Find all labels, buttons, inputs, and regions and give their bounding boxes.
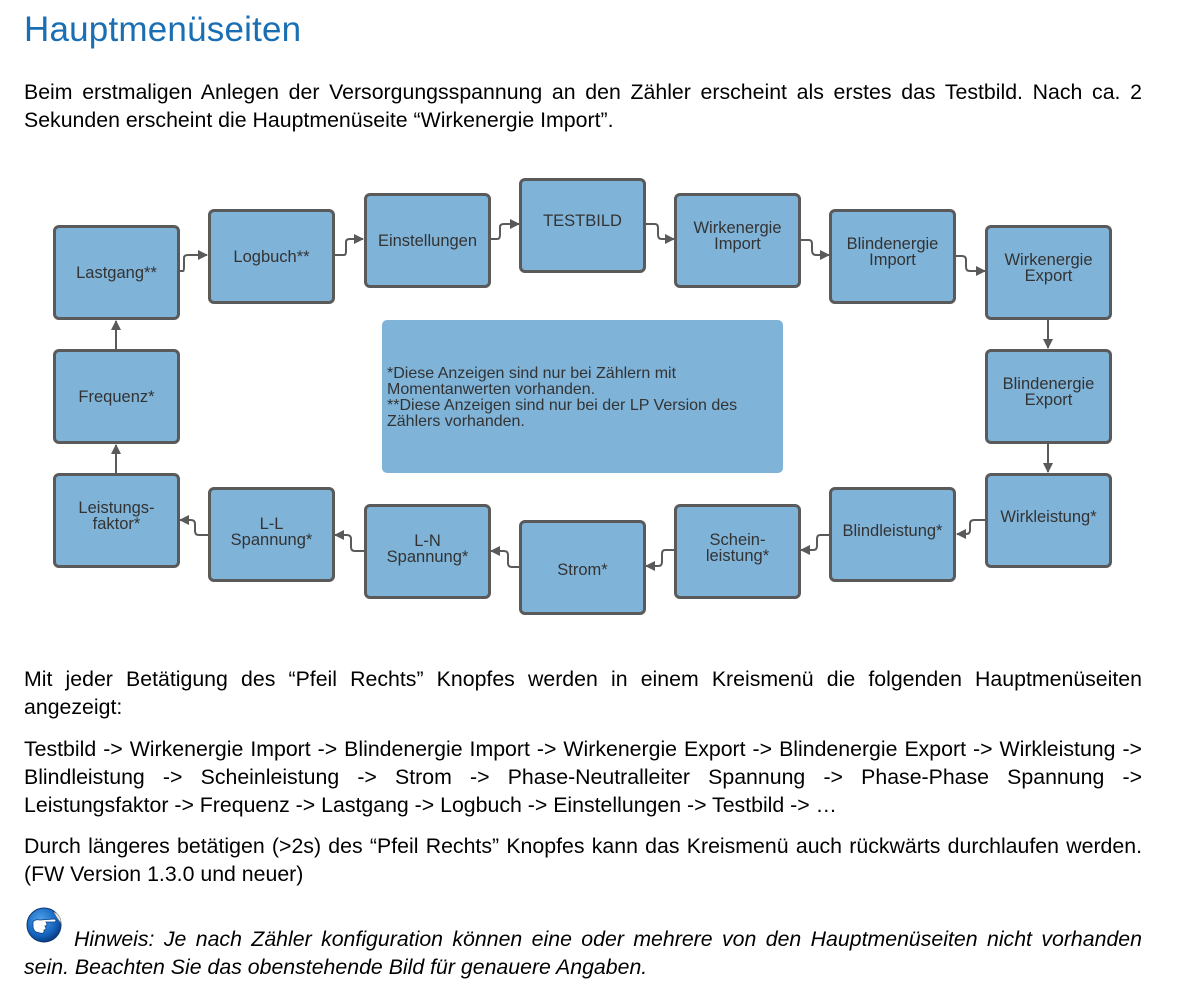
box-lastgang (53, 225, 180, 320)
diagram-footnote-box (382, 320, 783, 473)
box-label: Blindenergie Export (1002, 374, 1095, 409)
box-label: Leistungs- faktor* (78, 498, 155, 533)
box-wirkleistung (985, 473, 1112, 568)
box-label: Blindleistung* (842, 521, 943, 540)
box-ln-spannung (364, 504, 491, 599)
box-label: L-L Spannung* (230, 514, 313, 549)
box-blindenergie-import (829, 209, 956, 304)
arrow-ln-ll (335, 535, 364, 551)
box-label: Wirkenergie Export (1004, 250, 1093, 285)
box-einstellungen (364, 193, 491, 288)
arrow-ll-leistungsfaktor (180, 520, 208, 535)
box-label: Frequenz* (78, 387, 155, 406)
arrow-lastgang-logbuch (179, 255, 207, 271)
arrow-strom-ln (491, 551, 519, 567)
box-wirkenergie-import (674, 193, 801, 288)
box-label: Logbuch** (233, 247, 310, 266)
hint-paragraph: Hinweis: Je nach Zähler konfiguration können eine oder mehrere von den Hauptmenüseiten nicht vorhanden sein. Beachten Sie das obenstehende Bild für genauere Angaben. (24, 927, 1142, 979)
sequence-paragraph: Testbild -> Wirkenergie Import -> Blindenergie Import -> Wirkenergie Export -> Blindenergie Export -> Wirkleistung -> Blindleistung -> Scheinleistung -> Strom -> Phase-Neutralleiter Spannung -> Phase-Phase Spannung -> Leistungsfaktor -> Frequenz -> Lastgang -> Logbuch -> Einstellungen -> Testbild -> … (24, 737, 1142, 817)
arrow-blindimport-wirkexport (956, 256, 985, 271)
box-scheinleistung (674, 504, 801, 599)
box-label: Wirkleistung* (1000, 507, 1097, 526)
box-blindenergie-export (985, 349, 1112, 444)
arrow-scheinleistung-strom (646, 550, 675, 566)
box-label: Einstellungen (377, 231, 478, 250)
box-label: Wirkenergie Import (693, 218, 782, 253)
box-label: TESTBILD (543, 211, 622, 230)
page-title: Hauptmenüseiten (24, 10, 302, 49)
arrow-einstellungen-testbild (490, 224, 519, 239)
box-label: L-N Spannung* (386, 531, 469, 566)
box-strom (519, 520, 646, 615)
intro-paragraph: Beim erstmaligen Anlegen der Versorgungsspannung an den Zähler erscheint als erstes das Testbild. Nach ca. 2 Sekunden erscheint die Hauptmenüseite “Wirkenergie Import”. (24, 80, 1142, 132)
arrow-wirkleistung-blindleistung (957, 520, 986, 534)
box-blindleistung (829, 487, 956, 582)
menu-paragraph: Mit jeder Betätigung des “Pfeil Rechts” Knopfes werden in einem Kreismenü die folgenden Hauptmenüseiten angezeigt: (24, 667, 1142, 719)
box-logbuch (208, 209, 335, 304)
box-label: Blindenergie Import (846, 234, 939, 269)
arrow-blindleistung-scheinleistung (801, 535, 830, 550)
box-label: Lastgang** (76, 263, 157, 282)
box-label: Strom* (557, 560, 608, 579)
box-wirkenergie-export (985, 225, 1112, 320)
arrow-wirkimport-blindimport (800, 240, 829, 255)
reverse-paragraph: Durch längeres betätigen (>2s) des “Pfeil Rechts” Knopfes kann das Kreismenü auch rückwärts durchlaufen werden. (FW Version 1.3.0 und neuer) (24, 834, 1142, 886)
box-testbild (519, 178, 646, 273)
box-label: Schein- leistung* (705, 530, 770, 565)
box-leistungsfaktor (53, 473, 180, 568)
arrow-logbuch-einstellungen (335, 239, 363, 255)
footnote-text: *Diese Anzeigen sind nur bei Zählern mit Momentanwerten vorhanden. **Diese Anzeigen sind nur bei der LP Version des Zählers vorhanden. (387, 365, 738, 430)
box-frequenz (53, 349, 180, 444)
arrow-testbild-wirkimport (645, 224, 674, 239)
menu-cycle-diagram (0, 170, 1185, 630)
box-ll-spannung (208, 487, 335, 582)
